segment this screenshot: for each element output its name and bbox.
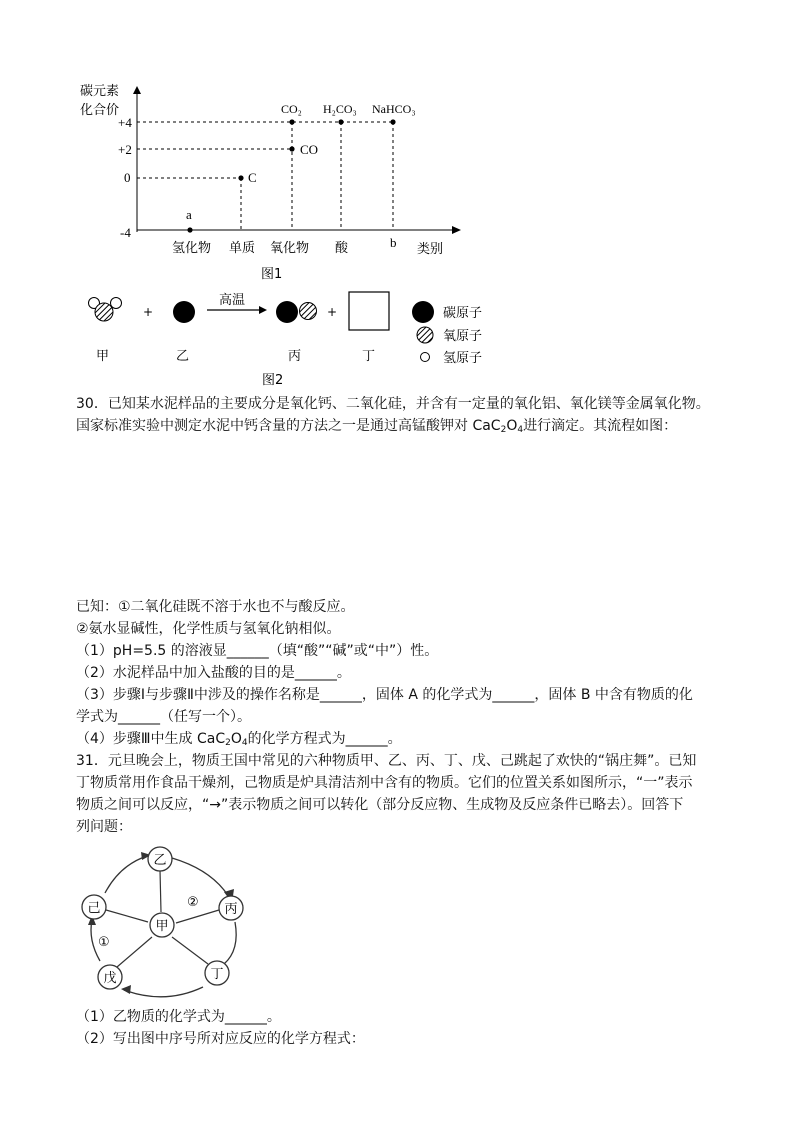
arc-bing-ding (224, 922, 236, 964)
q30-intro2-pre: 国家标准实验中测定水泥中钙含量的方法之一是通过高锰酸钾对 CaC (76, 418, 501, 434)
svg-text:丁: 丁 (210, 967, 224, 982)
y-tick-plus4: +4 (118, 115, 132, 130)
label-h2co3: H₂CO₃ (323, 102, 357, 116)
point-h2co3 (338, 119, 343, 124)
label-c: C (248, 170, 257, 185)
label-nahco3: NaHCO₃ (372, 102, 416, 116)
spoke-jia-wu (117, 937, 152, 967)
point-co (289, 146, 294, 151)
point-nahco3 (390, 119, 395, 124)
molecule-bing (276, 301, 317, 323)
reaction-arrow-head (259, 306, 267, 314)
arrowhead-to-wu (121, 985, 131, 994)
point-c (238, 175, 243, 180)
label-jia: 甲 (96, 349, 110, 364)
spoke-jia-yi (160, 870, 161, 912)
q30-p4-sub2: 4 (241, 738, 248, 748)
figure-2-reaction-diagram (0, 285, 800, 390)
q30-intro-line2 (76, 415, 726, 441)
q30-intro2-sub2: 4 (517, 425, 524, 435)
node-jia (150, 913, 174, 937)
molecule-jia (89, 298, 122, 322)
condition-high-temp: 高温 (219, 293, 246, 308)
label-yi: 乙 (176, 349, 190, 364)
q30-part3a: （3）步骤Ⅰ与步骤Ⅱ中涉及的操作名称是______，固体 A 的化学式为______，固体 B 中含有物质的化 (76, 687, 693, 703)
q30-part1: （1）pH=5.5 的溶液显______（填“酸”“碱”或“中”）性。 (76, 643, 439, 659)
mark-1: ① (98, 935, 110, 950)
legend-carbon-icon (412, 301, 434, 323)
x-cat-element: 单质 (229, 241, 256, 256)
figure-1-valence-chart (0, 0, 800, 290)
label-co: CO (300, 142, 319, 157)
svg-text:己: 己 (87, 901, 101, 916)
node-wu (98, 965, 122, 989)
q30-intro2-post: 进行滴定。其流程如图： (523, 418, 678, 434)
arc-ji-yi (105, 856, 147, 893)
spoke-jia-ding (172, 937, 208, 964)
q31-line1: 31．元旦晚会上，物质王国中常见的六种物质甲、乙、丙、丁、戊、己跳起了欢快的“锅庄舞”。已知 (76, 753, 697, 769)
node-yi (148, 847, 172, 871)
molecule-ding-box (349, 292, 389, 330)
q30-known2: ②氨水显碱性，化学性质与氢氧化钠相似。 (76, 621, 341, 637)
spoke-jia-ji (106, 910, 148, 922)
arc-ding-wu (124, 987, 203, 997)
q30-part3b: 学式为______（任写一个）。 (76, 709, 251, 725)
y-tick-0: 0 (124, 170, 131, 185)
y-tick-plus2: +2 (118, 142, 132, 157)
q30-p4-mid: O (230, 731, 242, 747)
legend-hydrogen-icon (421, 353, 430, 362)
figure-1-caption: 图1 (261, 267, 283, 282)
q31-relation-diagram (0, 835, 300, 1010)
arc-yi-bing (172, 858, 229, 897)
figure-2-caption: 图2 (262, 373, 284, 388)
label-bing: 丙 (288, 349, 302, 364)
q31-part1: （1）乙物质的化学式为______。 (76, 1009, 281, 1025)
x-cat-acid: 酸 (335, 241, 349, 256)
q31-line2: 丁物质常用作食品干燥剂，己物质是炉具清洁剂中含有的物质。它们的位置关系如图所示，“一”表示 (76, 775, 693, 791)
y-tick-minus4: -4 (120, 225, 131, 240)
q30-p4-sub1: 2 (225, 738, 231, 748)
legend-oxygen-icon (417, 327, 433, 343)
x-cat-hydride: 氢化物 (172, 241, 212, 256)
mark-2: ② (187, 895, 199, 910)
q31-line3: 物质之间可以反应，“→”表示物质之间可以转化（部分反应物、生成物及反应条件已略去）。回答下 (76, 797, 684, 813)
q30-intro2-sub1: 2 (500, 425, 507, 435)
point-a (187, 227, 192, 232)
plus-1: + (143, 305, 154, 319)
x-axis-arrow (452, 226, 461, 234)
y-axis-label-line2: 化合价 (80, 103, 120, 118)
legend-oxygen-label: 氧原子 (443, 329, 483, 344)
x-cat-oxide: 氧化物 (270, 241, 310, 256)
x-cat-b: b (390, 235, 397, 250)
molecule-yi (173, 301, 195, 323)
svg-text:乙: 乙 (153, 853, 167, 868)
plus-2: + (327, 305, 338, 319)
svg-text:丙: 丙 (224, 902, 238, 917)
svg-text:戊: 戊 (103, 971, 117, 986)
legend-carbon-label: 碳原子 (443, 306, 483, 321)
q30-p4-post: 的化学方程式为______。 (247, 731, 402, 747)
label-co2: CO₂ (281, 102, 302, 116)
y-axis-arrow (133, 86, 141, 94)
legend-hydrogen-label: 氢原子 (443, 351, 483, 366)
label-a: a (186, 207, 192, 222)
label-ding: 丁 (362, 349, 376, 364)
node-bing (219, 896, 243, 920)
point-co2 (289, 119, 294, 124)
y-axis-label-line1: 碳元素 (80, 84, 120, 99)
q30-p4-pre: （4）步骤Ⅲ中生成 CaC (76, 731, 226, 747)
spoke-jia-bing (176, 910, 219, 923)
node-ding (205, 961, 229, 985)
node-ji (82, 895, 106, 919)
q31-line4: 列问题： (76, 819, 132, 835)
q30-part2: （2）水泥样品中加入盐酸的目的是______。 (76, 665, 351, 681)
q31-part2: （2）写出图中序号所对应反应的化学方程式： (76, 1031, 365, 1047)
q30-known1: 已知：①二氧化硅既不溶于水也不与酸反应。 (76, 599, 355, 615)
q30-intro2-mid: O (506, 418, 518, 434)
svg-text:甲: 甲 (155, 919, 169, 934)
x-axis-label: 类别 (417, 242, 444, 257)
q30-intro-line1: 30．已知某水泥样品的主要成分是氧化钙、二氧化硅，并含有一定量的氧化铝、氧化镁等金属氧化物。 (76, 396, 710, 412)
